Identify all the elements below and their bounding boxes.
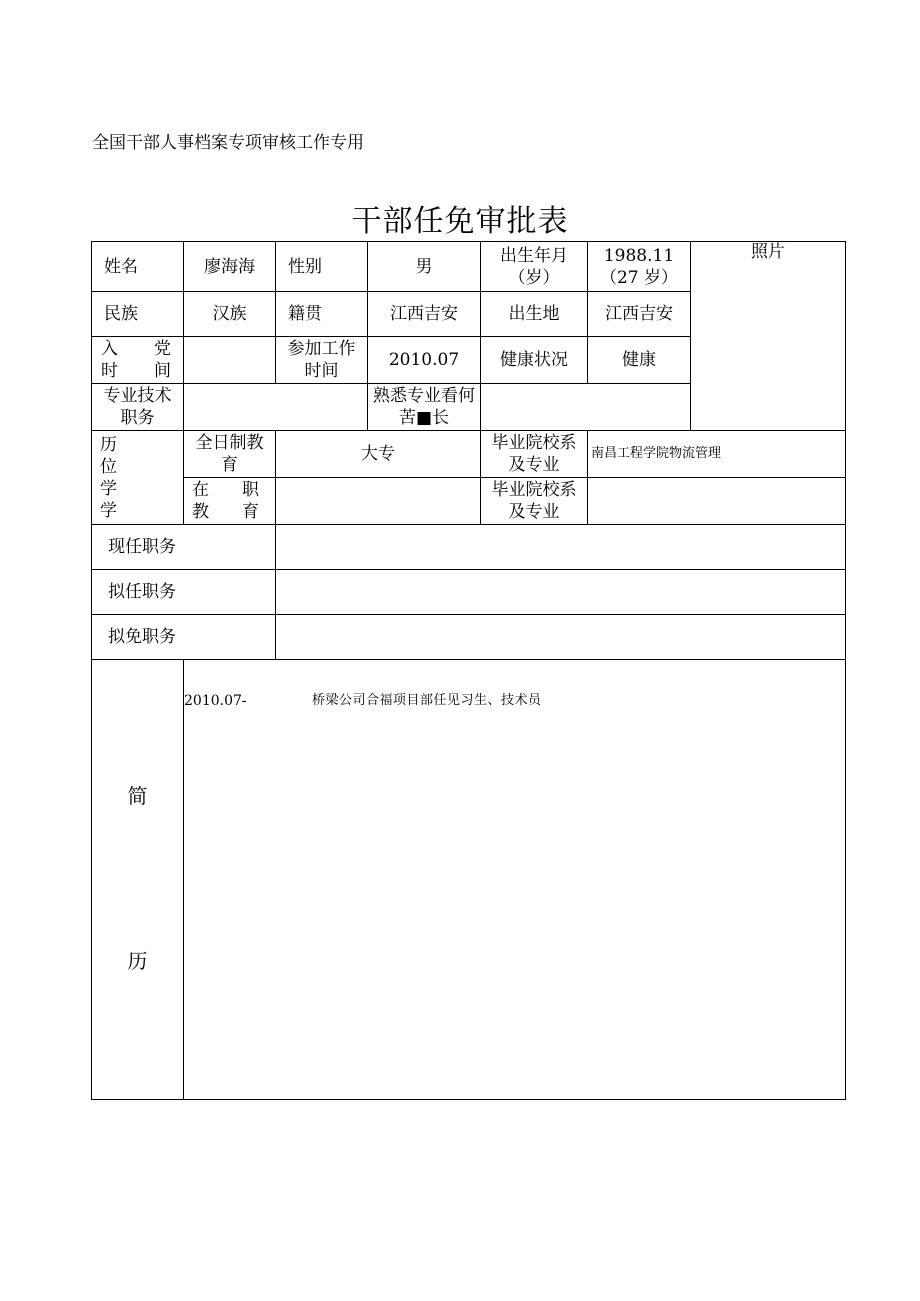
fulltime-edu-label-line2: 育 (221, 455, 238, 475)
fulltime-school-value[interactable]: 南昌工程学院物流管理 (588, 431, 846, 478)
resume-label-cell (92, 660, 184, 1100)
fulltime-school-label (481, 431, 588, 478)
inservice-school-label-line1: 毕业院校系 (491, 480, 577, 500)
fulltime-edu-value[interactable]: 大专 (276, 431, 481, 478)
current-post-value[interactable] (276, 525, 846, 570)
birth-label (481, 242, 588, 292)
expertise-label-line2: 苦■长 (398, 408, 450, 428)
ethnicity-value[interactable]: 汉族 (184, 292, 276, 337)
fulltime-school-label-line2: 及专业 (508, 455, 560, 475)
work-start-label-line1: 参加工作 (287, 339, 356, 359)
tech-title-label (92, 384, 184, 431)
education-side-label-4: 学 (100, 500, 117, 521)
fulltime-school-label-line1: 毕业院校系 (491, 433, 577, 453)
education-side-label (92, 431, 184, 525)
inservice-edu-label-c: 教 (192, 502, 209, 522)
inservice-edu-label-b: 职 (242, 480, 259, 500)
education-side-label-1: 历 (100, 434, 117, 455)
birth-value[interactable] (588, 242, 691, 292)
photo-label: 照片 (751, 242, 785, 262)
expertise-label-line1: 熟悉专业看何 (373, 386, 475, 406)
fulltime-edu-label (184, 431, 276, 478)
proposed-post-label: 拟任职务 (92, 570, 276, 615)
health-label: 健康状况 (481, 337, 588, 384)
inservice-school-label-line2: 及专业 (508, 502, 560, 522)
name-value[interactable]: 廖海海 (184, 242, 276, 292)
form-title: 干部任免审批表 (351, 204, 569, 239)
work-start-label (276, 337, 368, 384)
current-post-label: 现任职务 (92, 525, 276, 570)
resume-label-1: 简 (127, 784, 148, 808)
birthplace-value[interactable]: 江西吉安 (588, 292, 691, 337)
party-join-value[interactable] (184, 337, 276, 384)
party-join-label-b: 党 (154, 339, 171, 359)
party-join-label-c: 时 (101, 361, 118, 381)
tech-title-label-line2: 职务 (120, 408, 155, 428)
education-side-label-3: 学 (100, 478, 117, 499)
inservice-edu-label-a: 在 (192, 480, 209, 500)
education-side-label-2: 位 (100, 456, 117, 477)
party-join-label (92, 337, 184, 384)
resume-entry-content: 桥梁公司合福项目部任见习生、技术员 (312, 693, 542, 708)
proposed-removal-label: 拟免职务 (92, 615, 276, 660)
inservice-school-value[interactable] (588, 478, 846, 525)
approval-form-table (91, 241, 846, 1100)
work-start-label-line2: 时间 (304, 361, 339, 381)
tech-title-label-line1: 专业技术 (103, 386, 172, 406)
work-start-value[interactable]: 2010.07 (368, 337, 481, 384)
inservice-school-label (481, 478, 588, 525)
photo-cell[interactable] (691, 242, 846, 431)
birthplace-label: 出生地 (481, 292, 588, 337)
header-note: 全国干部人事档案专项审核工作专用 (92, 133, 364, 153)
resume-content-cell[interactable] (184, 660, 846, 1100)
expertise-value[interactable] (481, 384, 691, 431)
health-value[interactable]: 健康 (588, 337, 691, 384)
inservice-edu-value[interactable] (276, 478, 481, 525)
expertise-label (368, 384, 481, 431)
gender-label: 性别 (276, 242, 368, 292)
native-place-label: 籍贯 (276, 292, 368, 337)
party-join-label-a: 入 (101, 339, 118, 359)
gender-value[interactable]: 男 (368, 242, 481, 292)
resume-label-2: 历 (127, 949, 148, 973)
birth-date-value: 1988.11 (603, 245, 675, 266)
party-join-label-d: 间 (154, 361, 171, 381)
proposed-removal-value[interactable] (276, 615, 846, 660)
name-label: 姓名 (92, 242, 184, 292)
birth-label-line1: 出生年月 (500, 245, 568, 266)
age-value: （27 岁） (599, 267, 679, 288)
inservice-edu-label (184, 478, 276, 525)
inservice-edu-label-d: 育 (242, 502, 259, 522)
resume-entry-period: 2010.07- (184, 693, 247, 709)
proposed-post-value[interactable] (276, 570, 846, 615)
tech-title-value[interactable] (184, 384, 368, 431)
native-place-value[interactable]: 江西吉安 (368, 292, 481, 337)
ethnicity-label: 民族 (92, 292, 184, 337)
fulltime-edu-label-line1: 全日制教 (195, 433, 264, 453)
birth-label-line2: （岁） (508, 267, 560, 288)
